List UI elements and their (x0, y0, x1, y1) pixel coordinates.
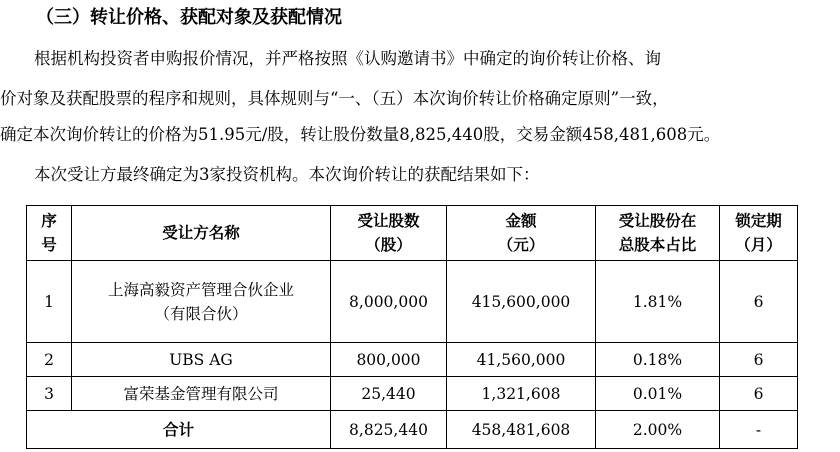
header-ratio-line2: 总股本占比 (618, 235, 697, 254)
header-ratio (596, 206, 720, 261)
cell-shares: 8,000,000 (331, 261, 447, 343)
cell-name (72, 261, 331, 343)
header-lockup-line2: （月） (735, 235, 782, 254)
paragraph-line-4: 本次受让方最终确定为3家投资机构。本次询价转让的获配结果如下： (34, 165, 540, 184)
paragraph-line-3: 确定本次询价转让的价格为51.95元/股，转让股份数量8,825,440股，交易金额458,481,608元。 (0, 125, 721, 144)
cell-name: 富荣基金管理有限公司 (72, 377, 331, 411)
header-shares-line1: 受让股数 (357, 211, 420, 230)
cell-amount: 415,600,000 (447, 261, 596, 343)
cell-name-line1: 上海高毅资产管理合伙企业 (107, 280, 294, 299)
table-row (27, 343, 798, 377)
header-ratio-line1: 受让股份在 (618, 211, 697, 230)
cell-shares: 25,440 (331, 377, 447, 411)
section-heading: （三）转让价格、获配对象及获配情况 (36, 7, 342, 28)
cell-lockup: 6 (720, 343, 798, 377)
cell-amount: 1,321,608 (447, 377, 596, 411)
header-amount-line1: 金额 (505, 211, 537, 230)
cell-ratio: 0.18% (596, 343, 720, 377)
cell-amount: 41,560,000 (447, 343, 596, 377)
header-shares-line2: （股） (365, 235, 412, 254)
total-amount: 458,481,608 (447, 411, 596, 449)
header-shares (331, 206, 447, 261)
cell-name-line2: （有限合伙） (154, 304, 248, 323)
table-row (27, 261, 798, 343)
allocation-table (26, 205, 798, 449)
header-amount-line2: （元） (497, 235, 545, 254)
cell-index: 2 (27, 343, 72, 377)
paragraph-line-1: 根据机构投资者申购报价情况，并严格按照《认购邀请书》中确定的询价转让价格、询 (34, 49, 661, 68)
total-lockup: - (720, 411, 798, 449)
total-label: 合计 (27, 411, 331, 449)
paragraph-line-2: 价对象及获配股票的程序和规则，具体规则与“一、（五）本次询价转让价格确定原则”一致， (0, 89, 669, 108)
header-lockup (720, 206, 798, 261)
cell-shares: 800,000 (331, 343, 447, 377)
header-name: 受让方名称 (72, 206, 331, 261)
total-ratio: 2.00% (596, 411, 720, 449)
cell-index: 1 (27, 261, 72, 343)
cell-ratio: 0.01% (596, 377, 720, 411)
total-shares: 8,825,440 (331, 411, 447, 449)
header-amount (447, 206, 596, 261)
header-lockup-line1: 锁定期 (735, 211, 782, 230)
table-row (27, 377, 798, 411)
header-index-line2: 号 (41, 235, 57, 254)
header-index (27, 206, 72, 261)
cell-ratio: 1.81% (596, 261, 720, 343)
header-index-line1: 序 (41, 211, 57, 230)
cell-index: 3 (27, 377, 72, 411)
cell-name: UBS AG (72, 343, 331, 377)
cell-lockup: 6 (720, 377, 798, 411)
cell-lockup: 6 (720, 261, 798, 343)
table-header-row (27, 206, 798, 261)
table-total-row (27, 411, 798, 449)
